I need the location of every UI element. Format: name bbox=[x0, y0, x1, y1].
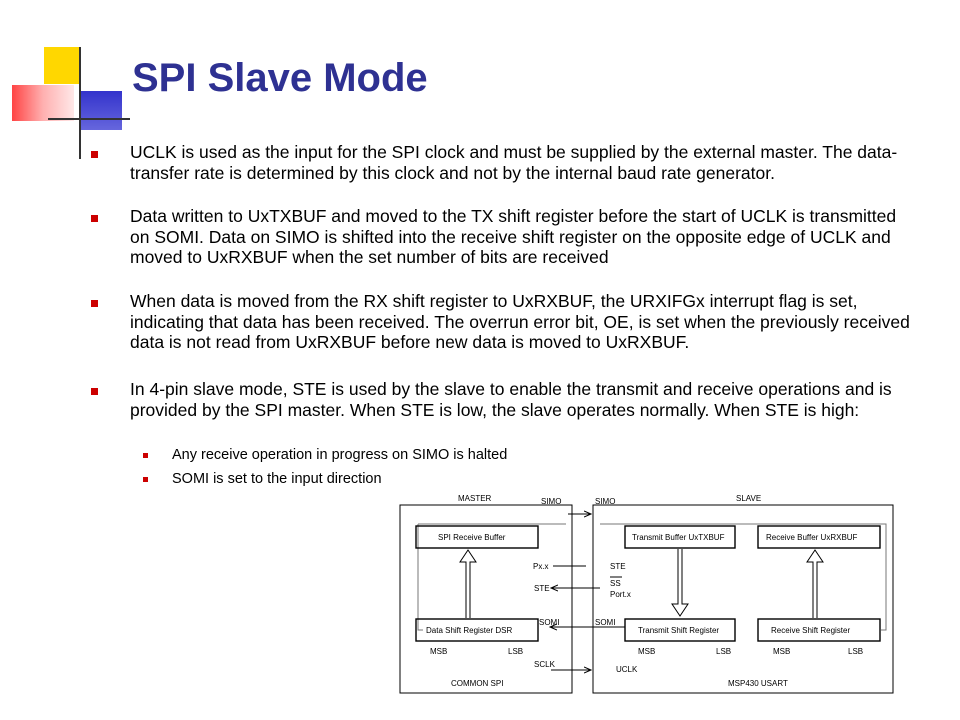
master-label: MASTER bbox=[458, 494, 492, 503]
simo-slave-label: SIMO bbox=[595, 497, 616, 506]
usart-label: MSP430 USART bbox=[728, 679, 788, 688]
slide-title: SPI Slave Mode bbox=[132, 56, 428, 100]
msb-label: MSB bbox=[638, 647, 656, 656]
bullet-text: In 4-pin slave mode, STE is used by the slave to enable the transmit and receive operations and is provided by the SPI master. When STE is low, the slave operates normally. When STE is high: bbox=[130, 379, 892, 420]
deco-red-bar bbox=[12, 85, 74, 121]
dsr-to-buffer-arrow bbox=[460, 550, 476, 618]
somi-slave-label: SOMI bbox=[595, 618, 616, 627]
dsr-label: Data Shift Register DSR bbox=[426, 626, 513, 635]
transmit-buffer-label: Transmit Buffer UxTXBUF bbox=[632, 533, 725, 542]
somi-master-label: SOMI bbox=[539, 618, 560, 627]
bullet-text: Data written to UxTXBUF and moved to the TX shift register before the start of UCLK is transmitted on SOMI. Data on SIMO is shifted into the receive shift register on the opposite edge of UCLK and moved to UxRXBUF when the set number of bits are received bbox=[130, 206, 897, 267]
ste-slave-label: STE bbox=[610, 562, 626, 571]
spi-receive-buffer-label: SPI Receive Buffer bbox=[438, 533, 506, 542]
bullet-text: When data is moved from the RX shift register to UxRXBUF, the URXIFGx interrupt flag is set, indicating that data has been received. The overrun error bit, OE, is set when the previously received data is not read from UxRXBUF before new data is moved to UxRXBUF. bbox=[130, 291, 910, 352]
deco-vertical-line bbox=[79, 47, 81, 159]
bullet-marker bbox=[91, 151, 98, 158]
lsb-label: LSB bbox=[716, 647, 732, 656]
lsb-label: LSB bbox=[848, 647, 864, 656]
deco-yellow-square bbox=[44, 47, 80, 84]
ste-master-label: STE bbox=[534, 584, 550, 593]
msb-label: MSB bbox=[773, 647, 791, 656]
bullet-marker bbox=[91, 300, 98, 307]
bullet-text: UCLK is used as the input for the SPI clock and must be supplied by the external master. The data-transfer rate is determined by this clock and not by the internal baud rate generator. bbox=[130, 142, 898, 183]
ss-label: SS bbox=[610, 579, 621, 588]
sub-bullet-text: SOMI is set to the input direction bbox=[172, 471, 382, 487]
txbuf-to-shift-arrow bbox=[672, 549, 688, 616]
bullet-marker bbox=[91, 388, 98, 395]
sub-bullet-marker bbox=[143, 453, 148, 458]
shift-to-rxbuf-arrow bbox=[807, 550, 823, 618]
spi-block-diagram bbox=[388, 490, 908, 705]
simo-master-label: SIMO bbox=[541, 497, 562, 506]
tx-shift-label: Transmit Shift Register bbox=[638, 626, 720, 635]
bullet-marker bbox=[91, 215, 98, 222]
portx-label: Port.x bbox=[610, 590, 631, 599]
lsb-label: LSB bbox=[508, 647, 524, 656]
slave-label: SLAVE bbox=[736, 494, 762, 503]
receive-buffer-label: Receive Buffer UxRXBUF bbox=[766, 533, 858, 542]
uclk-label: UCLK bbox=[616, 665, 638, 674]
common-spi-label: COMMON SPI bbox=[451, 679, 504, 688]
deco-blue-square bbox=[80, 91, 122, 130]
rx-shift-label: Receive Shift Register bbox=[771, 626, 851, 635]
deco-horizontal-line bbox=[48, 118, 130, 120]
sclk-label: SCLK bbox=[534, 660, 555, 669]
master-left-line bbox=[418, 524, 423, 630]
pxx-label: Px.x bbox=[533, 562, 549, 571]
msb-label: MSB bbox=[430, 647, 448, 656]
sub-bullet-text: Any receive operation in progress on SIMO is halted bbox=[172, 447, 508, 463]
sub-bullet-marker bbox=[143, 477, 148, 482]
